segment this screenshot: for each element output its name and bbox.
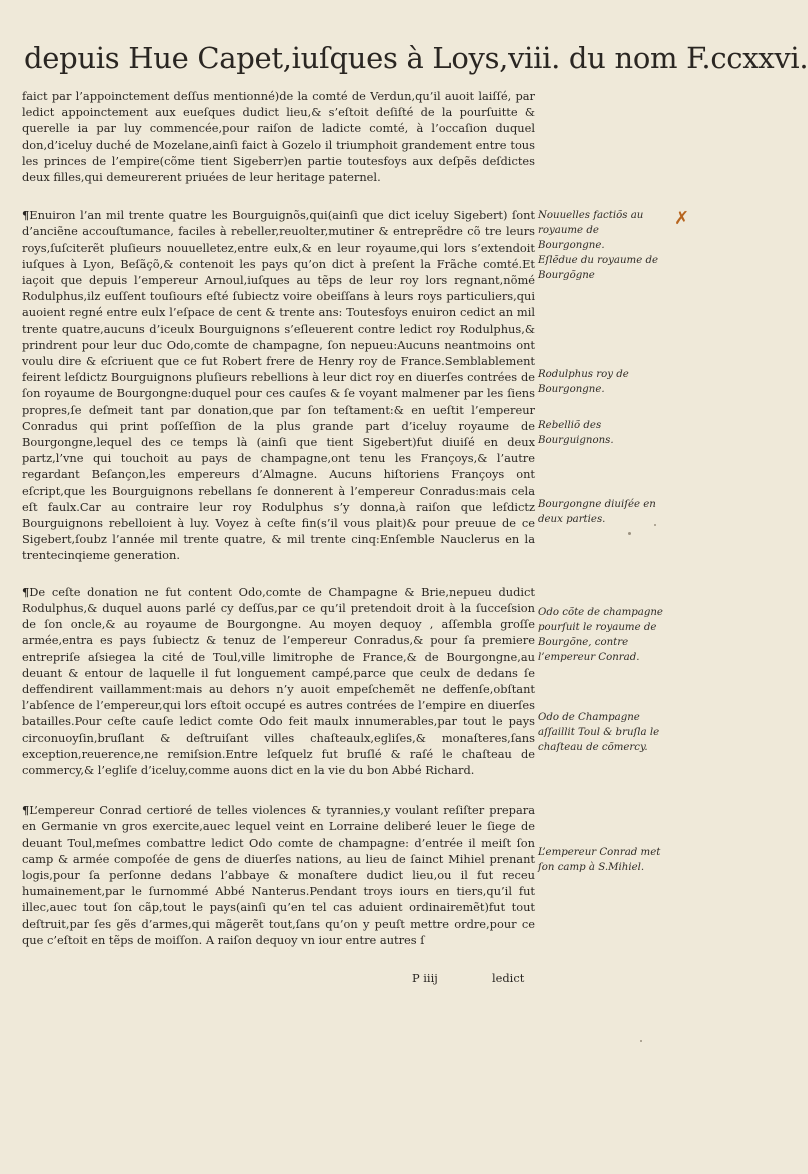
paper-speck xyxy=(628,532,631,535)
pilcrow-mark: ¶ xyxy=(22,584,30,599)
margin-note-7: Odo de Champagne aſſaillit Toul & bruſla le chaſteau de cõmercy. xyxy=(538,712,660,753)
margin-note-4: Rebelliõ des Bourguignons. xyxy=(538,420,614,446)
margin-note-5: Bourgongne diuiſée en deux parties. xyxy=(538,499,656,525)
margin-note-3: Rodulphus roy de Bourgongne. xyxy=(538,369,629,395)
catchword: ledict xyxy=(492,971,525,985)
margin-note-6: Odo cõte de champagne pourſuit le royaume de Bourgõne, contre l’empereur Conrad. xyxy=(538,607,663,663)
running-header: depuis Hue Capet,iuſques à Loys,viii. du nom F.ccxxvi. xyxy=(24,41,808,75)
paragraph-3 xyxy=(22,584,535,778)
paper-speck xyxy=(654,524,656,526)
paragraph-4 xyxy=(22,802,535,948)
main-text-column xyxy=(22,88,535,963)
marginal-pen-mark: ✗ xyxy=(674,208,690,229)
paragraph-2-text: Enuiron l’an mil trente quatre les Bourguignõs,qui(ainſi que dict iceluy Sigebert) ſont d’anciẽne accouſtumance, faciles à rebeller,reuolter,mutiner & entreprẽdre cõ tre leurs roys,ſuſciterẽt pluſieurs nouuelletez,entre eulx,& en leur royaume,qui lors s’extendoit iuſques à Lyon, Beſãçõ,& contenoit les pays qu’on dict à preſent la Frãche comté.Et iaçoit que depuis l’empereur Arnoul,iuſques au tẽps de leur roy lors regnant,nõmé Rodulphus,ilz euſſent touſiours eſté ſubiectz voire obeiſſans à leurs roys particuliers,qui auoient regné entre eulx l’eſpace de cent & trente ans: Toutesfoys enuiron cedict an mil trente quatre,aucuns d’iceulx Bourguignons s’eſleuerent contre ledict roy Rodulphus,& prindrent pour leur duc Odo,comte de champagne, ſon nepueu:Aucuns neantmoins ont voulu dire & eſcriuent que ce fut Robert frere de Henry roy de France.Semblablement feirent leſdictz Bourguignons pluſieurs rebellions à leur dict roy en diuerſes contrées de ſon royaume de Bourgongne:duquel pour ces cauſes & ſe voyant malmener par les ſiens propres,ſe deſmeit tant par donation,que par ſon teſtament:& en ueſtit l’empereur Conradus qui print poſſeſſion de la plus grande part d’iceluy royaume de Bourgongne,lequel des ce temps là (ainſi que tient Sigebert)fut diuiſé en deux partz,l’vne qui touchoit au pays de champagne,ont tenu les Françoys,& l’autre regardant Beſançon,les empereurs d’Almagne. Aucuns hiſtoriens Françoys ont eſcript,que les Bourguignons rebellans ſe donnerent à l’empereur Conradus:mais cela eſt faulx.Car au contraire leur roy Rodulphus s’y donna,à raiſon que leſdictz Bourguignons rebelloient à luy. Voyez à ceſte fin(s’il vous plait)& pour preuue de ce Sigebert,ſoubz l’année mil trente quatre, & mil trente cinq:Enſemble Nauclerus en la trentecinqieme generation. xyxy=(22,208,535,563)
paragraph-4-text: L’empereur Conrad certioré de telles violences & tyrannies,y voulant reſiſter prepara en Germanie vn gros exercite,auec lequel veint en Lorraine deliberé leuer le ſiege de deuant Toul,meſmes combattre ledict Odo comte de champagne: d’entrée il meiſt ſon camp & armée compoſée de gens de diuerſes nations, au lieu de ſainct Mihiel prenant logis,pour ſa perſonne dedans l’abbaye & monaſtere dudict lieu,ou il fut receu humainement,par le ſurnommé Abbé Nanterus.Pendant troys iours en tiers,qu’il fut illec,auec tout ſon cãp,tout le pays(ainſi qu’en tel cas aduient ordinairemẽt)fut tout deſtruit,par ſes gẽs d’armes,qui mãgerẽt tout,ſans qu’on y peuſt mettre ordre,pour ce que c’eſtoit en tẽps de moiſſon. A raiſon dequoy vn iour entre autres ſ xyxy=(22,803,535,947)
margin-note-8: L’empereur Conrad met ſon camp à S.Mihiel. xyxy=(538,847,661,873)
paper-speck xyxy=(640,1040,642,1042)
paragraph-2 xyxy=(22,207,535,563)
paragraph-3-text: De ceſte donation ne fut content Odo,comte de Champagne & Brie,nepueu dudict Rodulphus,& duquel auons parlé cy deſſus,par ce qu’il pretendoit droit à la ſucceſsion de ſon oncle,& au royaume de Bourgongne. Au moyen dequoy , aſſembla groſſe armée,entra es pays ſubiectz & tenuz de l’empereur Conradus,& pour ſa premiere entrepriſe aſsiegea la cité de Toul,ville limitrophe de France,& de Bourgongne,au deuant & entour de laquelle il fut longuement campé,parce que ceulx de dedans ſe deffendirent vaillamment:mais au dehors n’y auoit empeſchemẽt ne deffenſe,obſtant l’abſence de l’empereur,qui lors eſtoit occupé es autres contrées de l’empire en diuerſes batailles.Pour ceſte cauſe ledict comte Odo feit maulx innumerables,par tout le pays circonuoyſin,bruſlant & deſtruiſant villes chaſteaulx,egliſes,& monaſteres,ſans exception,reuerence,ne remiſsion.Entre leſquelz fut bruſlé & raſé le chaſteau de commercy,& l’egliſe d’iceluy,comme auons dict en la vie du bon Abbé Richard. xyxy=(22,584,535,777)
pilcrow-mark: ¶ xyxy=(22,208,30,223)
paragraph-1: faict par l’appoinctement deſſus mentionné)de la comté de Verdun,qu’il auoit laiſſé, par ledict appoinctement aux eueſques dudict lieu,& s’eſtoit deſiſté de la pourſuitte & querelle ia par luy commencée,pour raiſon de ladicte comté, à l’occaſion duquel don,d’iceluy duché de Mozelane,ainſi faict à Gozelo il triumphoit grandement entre tous les princes de l’empire(cõme tient Sigeberr)en partie toutesfoys aux deſpẽs deſdictes deux filles,qui demeurerent priuées de leur heritage paternel. xyxy=(22,89,535,185)
margin-note-2: Eſlẽdue du royaume de Bourgõgne xyxy=(538,255,659,281)
pilcrow-mark: ¶ xyxy=(22,803,30,818)
signature-mark: P iiij xyxy=(412,971,438,985)
margin-note-1: Nouuelles factiõs au royaume de Bourgongne. xyxy=(538,210,644,251)
